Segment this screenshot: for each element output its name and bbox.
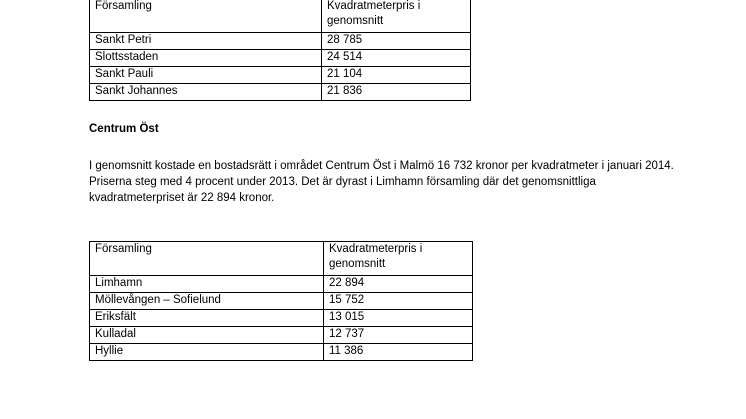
parish-cell: Sankt Pauli [90,67,322,84]
parish-cell: Kulladal [90,327,324,344]
price-table-centrum-ost [89,241,473,361]
column-header-price: Kvadratmeterpris i genomsnitt [324,242,473,276]
price-cell: 21 836 [322,84,471,101]
table-header-row [90,242,473,276]
table-row [90,67,471,84]
price-cell: 13 015 [324,310,473,327]
price-table-previous-area [89,0,471,101]
table-row [90,310,473,327]
table-row [90,33,471,50]
price-cell: 21 104 [322,67,471,84]
table-row [90,327,473,344]
table-row [90,276,473,293]
parish-cell: Hyllie [90,344,324,361]
parish-cell: Limhamn [90,276,324,293]
price-cell: 12 737 [324,327,473,344]
parish-cell: Eriksfält [90,310,324,327]
parish-cell: Möllevången – Sofielund [90,293,324,310]
table-row [90,84,471,101]
price-cell: 22 894 [324,276,473,293]
table-row [90,50,471,67]
price-cell: 24 514 [322,50,471,67]
parish-cell: Slottsstaden [90,50,322,67]
parish-cell: Sankt Petri [90,33,322,50]
price-cell: 11 386 [324,344,473,361]
price-cell: 15 752 [324,293,473,310]
table-header-row [90,0,471,33]
price-cell: 28 785 [322,33,471,50]
section-paragraph: I genomsnitt kostade en bostadsrätt i området Centrum Öst i Malmö 16 732 kronor per kvadratmeter i januari 2014. Priserna steg med 4 procent under 2013. Det är dyrast i Limhamn församling där det genomsnittliga kvadratmeterpriset är 22 894 kronor. [89,160,674,204]
table-row [90,344,473,361]
table-row [90,293,473,310]
column-header-parish: Församling [90,242,324,276]
column-header-parish: Församling [90,0,322,33]
column-header-price: Kvadratmeterpris i genomsnitt [322,0,471,33]
parish-cell: Sankt Johannes [90,84,322,101]
section-heading: Centrum Öst [89,123,159,135]
